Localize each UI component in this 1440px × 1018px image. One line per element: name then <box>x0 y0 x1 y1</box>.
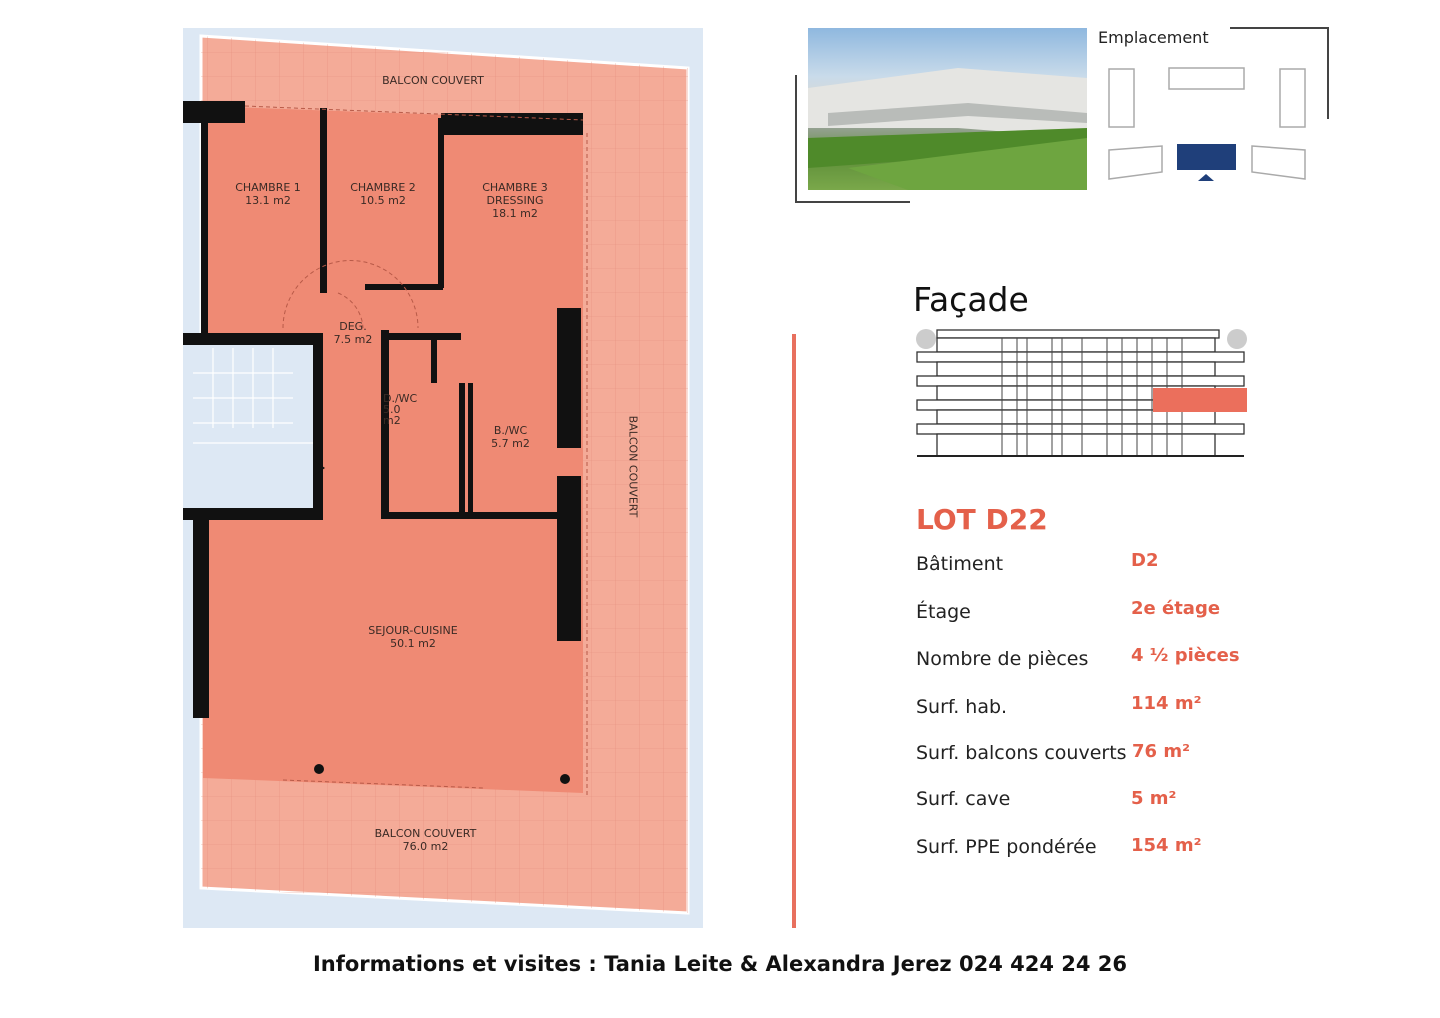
detail-label: Surf. cave <box>916 788 1011 810</box>
detail-label: Surf. hab. <box>916 696 1008 718</box>
selected-building <box>1177 144 1236 170</box>
building-block <box>1280 69 1305 127</box>
detail-value: 114 m² <box>1131 693 1202 714</box>
room-label: SEJOUR-CUISINE 50.1 m2 <box>368 624 458 650</box>
building-block <box>1252 146 1305 179</box>
divider-line <box>792 334 796 928</box>
detail-label: Nombre de pièces <box>916 648 1089 670</box>
building-block <box>1169 68 1244 89</box>
balcony-bottom-label: BALCON COUVERT 76.0 m2 <box>374 827 477 853</box>
floor-plan-drawing <box>183 28 703 928</box>
viewpoint-marker-icon <box>1198 174 1214 181</box>
facade-title: Façade <box>913 280 1029 319</box>
room-label: D./WC 5.0 m2 <box>383 392 418 427</box>
selected-lot-highlight <box>1153 388 1247 412</box>
room-label: DEG. 7.5 m2 <box>333 320 373 346</box>
floor-plan <box>183 28 703 928</box>
detail-label: Surf. PPE pondérée <box>916 836 1097 858</box>
building-block <box>1109 69 1134 127</box>
building-block <box>1109 146 1162 179</box>
detail-value: 76 m² <box>1132 741 1190 762</box>
building-photo <box>808 28 1087 190</box>
building-illustration <box>808 28 1087 190</box>
room-label: CHAMBRE 1 13.1 m2 <box>235 181 301 207</box>
balcony-top-label: BALCON COUVERT <box>382 74 484 87</box>
location-map <box>1100 60 1315 190</box>
room-label: B./WC 5.7 m2 <box>491 424 530 450</box>
detail-value: D2 <box>1131 550 1159 571</box>
facade-drawing <box>912 325 1252 460</box>
balcony-side-label: BALCON COUVERT <box>626 415 640 518</box>
detail-label: Bâtiment <box>916 553 1004 575</box>
contact-footer: Informations et visites : Tania Leite & Alexandra Jerez 024 424 24 26 <box>312 952 1128 976</box>
room-label: CHAMBRE 3 DRESSING 18.1 m2 <box>482 181 548 220</box>
detail-value: 4 ½ pièces <box>1131 645 1240 666</box>
detail-value: 2e étage <box>1131 598 1221 619</box>
detail-label: Étage <box>916 601 971 623</box>
room-label: CHAMBRE 2 10.5 m2 <box>350 181 416 207</box>
detail-label: Surf. balcons couverts <box>916 742 1127 764</box>
location-title: Emplacement <box>1098 28 1209 47</box>
lot-title: LOT D22 <box>916 503 1048 536</box>
detail-value: 154 m² <box>1131 835 1202 856</box>
detail-value: 5 m² <box>1131 788 1177 809</box>
